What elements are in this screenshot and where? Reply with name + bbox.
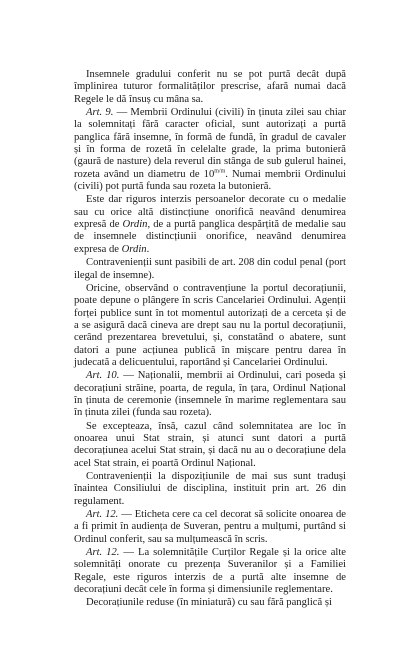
paragraph	[74, 107, 346, 193]
paragraph	[74, 509, 346, 546]
paragraph-text: Este dar riguros interzis persoanelor decorate cu o medalie sau cu orice altă distincțiune onorifică neavând denumirea expresă de	[74, 194, 346, 231]
paragraph	[74, 471, 346, 508]
paragraph	[74, 257, 346, 282]
paragraph-text: , de a purtă panglica despărțită de medalie sau de insemnele distincțiunii onorifice, neavând denumirea expresa de	[74, 219, 346, 255]
italic-text: Art. 10.	[86, 370, 120, 382]
italic-text: Ordin	[121, 243, 147, 255]
paragraph	[74, 597, 346, 609]
paragraph-text: Contravenienții sunt pasibili de art. 208 din codul penal (port ilegal de insemne).	[74, 257, 346, 281]
paragraph-text: Contravenienții la dispozițiunile de mai sus sunt traduși înaintea Consiliului de disciplina, instituit prin art. 26 din regulament.	[74, 471, 346, 507]
paragraph	[74, 370, 346, 419]
paragraph-text: Se excepteaza, însă, cazul când solemnitatea are loc în onoarea unui Stat strain, și atunci sunt datori a purtă decorațiunea acelui Stat strain, și dacă nu au o decorațiune dela acel Stat strain, ei poartă Ordinul Național.	[74, 420, 346, 469]
italic-text: Art. 12.	[86, 509, 119, 521]
paragraph-text: — Eticheta cere ca cel decorat să solicite onoarea de a fi primit în audiența de Suveran, pentru a mulțumi, purtând si Ordinul conferit, sau sa mulțumească în scris.	[74, 509, 346, 545]
paragraph-text: — Naționalii, membrii ai Ordinului, cari poseda și decorațiuni străine, poarta, de regula, în țara, Ordinul Național în ținuta de ceremonie (insemnele în marime reglementara sau în ținuta zilei (funda sau rozeta).	[74, 370, 346, 419]
paragraph-text: — La solemnitățile Curților Regale și la orice alte solemnități onorate cu prezența Suveranilor și a Familiei Regale, este riguros interzis de a purtă alte insemne de decorațiuni decât cele în forma și dimensiunile reglementare.	[74, 547, 346, 596]
italic-text: Ordin	[122, 219, 148, 231]
paragraph-text: — Membrii Ordinului (civili) în ținuta zilei sau chiar la solemnitați fără caracter oficial, sunt autorizați a purtă panglica fără insemne, în formă de fundă, în gradul de cavaler și în forma de rozetă în celelalte grade, la prima butonieră (gaură de nasture) dela reverul din stânga de sub gulerul hainei, rozeta având un diametru de 10	[74, 107, 346, 180]
paragraph	[74, 283, 346, 369]
superscript-unit: m/m	[214, 168, 226, 175]
paragraph-text: Oricine, observând o contravențiune la portul decorațiunii, poate depune o plângere în scris Cancelariei Ordinului. Agenții forței publice sunt în tot momentul autorizați de a cerceta și de a se asigură dacă cineva are drept sau nu la portul decorațiunii, cerând prezentarea brevetului, și, constatând o abatere, sunt datori a pune acțiunea publică în mișcare pentru darea în judecată a delicuentului, raportând și Cancelariei Ordinului.	[74, 282, 346, 368]
paragraph-text: .	[146, 243, 150, 255]
paragraph	[74, 69, 346, 106]
paragraph-text: . Numai membrii Ordinului (civili) pot purtă funda sau rozeta la butonieră.	[74, 168, 346, 193]
italic-text: Art. 12.	[86, 547, 120, 559]
paragraph	[74, 421, 346, 470]
paragraph	[74, 547, 346, 596]
paragraph-text: Insemnele gradului conferit nu se pot purtă decât după împlinirea tuturor formalităților prescrise, afară numai dacă Regele le dă însuș cu mâna sa.	[74, 69, 346, 105]
paragraph-text: Decorațiunile reduse (în miniatură) cu sau fără panglică și	[86, 597, 332, 609]
paragraph	[74, 194, 346, 256]
italic-text: Art. 9.	[86, 107, 114, 119]
